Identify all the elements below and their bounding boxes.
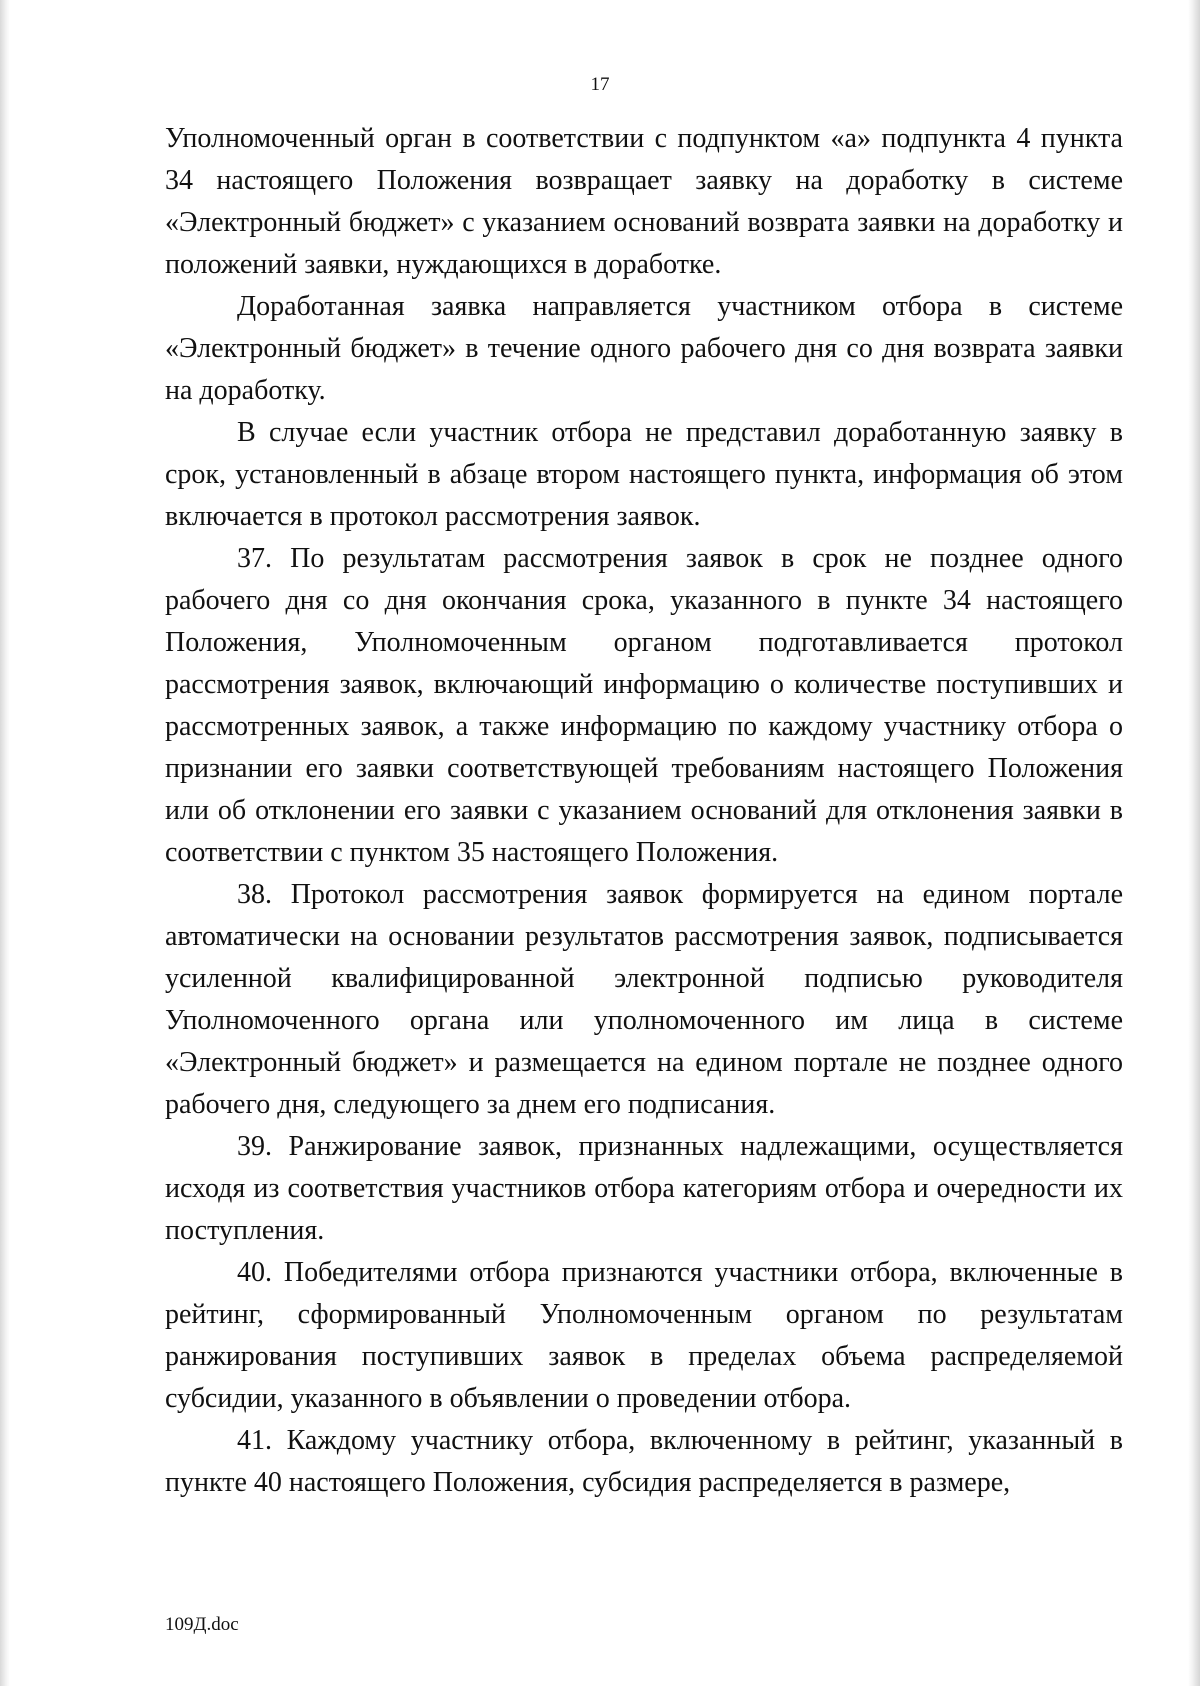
footer-filename: 109Д.doc — [165, 1614, 239, 1635]
paragraph-item-40: 40. Победителями отбора признаются участники отбора, включенные в рейтинг, сформированный Уполномоченным органом по результатам ранжирования поступивших заявок в пределах объема распределяемой субсидии, указанного в объявлении о проведении отбора. — [165, 1257, 1123, 1414]
document-body — [165, 118, 1123, 1504]
paragraph-3: В случае если участник отбора не представил доработанную заявку в срок, установленный в абзаце втором настоящего пункта, информация об этом включается в протокол рассмотрения заявок. — [165, 417, 1123, 532]
paragraph-2: Доработанная заявка направляется участником отбора в системе «Электронный бюджет» в течение одного рабочего дня со дня возврата заявки на доработку. — [165, 291, 1123, 406]
scan-edge-left — [0, 0, 10, 1686]
paragraph-item-38: 38. Протокол рассмотрения заявок формируется на едином портале автоматически на основании результатов рассмотрения заявок, подписывается усиленной квалифицированной электронной подписью руководителя Уполномоченного органа или уполномоченного им лица в системе «Электронный бюджет» и размещается на едином портале не позднее одного рабочего дня, следующего за днем его подписания. — [165, 879, 1123, 1120]
paragraph-1: Уполномоченный орган в соответствии с подпунктом «а» подпункта 4 пункта 34 настоящего Положения возвращает заявку на доработку в системе «Электронный бюджет» с указанием оснований возврата заявки на доработку и положений заявки, нуждающихся в доработке. — [165, 123, 1123, 280]
page-number: 17 — [590, 74, 610, 95]
paragraph-item-37: 37. По результатам рассмотрения заявок в срок не позднее одного рабочего дня со дня окончания срока, указанного в пункте 34 настоящего Положения, Уполномоченным органом подготавливается протокол рассмотрения заявок, включающий информацию о количестве поступивших и рассмотренных заявок, а также информацию по каждому участнику отбора о признании его заявки соответствующей требованиям настоящего Положения или об отклонении его заявки с указанием оснований для отклонения заявки в соответствии с пунктом 35 настоящего Положения. — [165, 543, 1123, 868]
paragraph-item-41: 41. Каждому участнику отбора, включенному в рейтинг, указанный в пункте 40 настоящего Положения, субсидия распределяется в размере, — [165, 1425, 1123, 1498]
paragraph-item-39: 39. Ранжирование заявок, признанных надлежащими, осуществляется исходя из соответствия участников отбора категориям отбора и очередности их поступления. — [165, 1131, 1123, 1246]
scan-edge-right — [1188, 0, 1200, 1686]
